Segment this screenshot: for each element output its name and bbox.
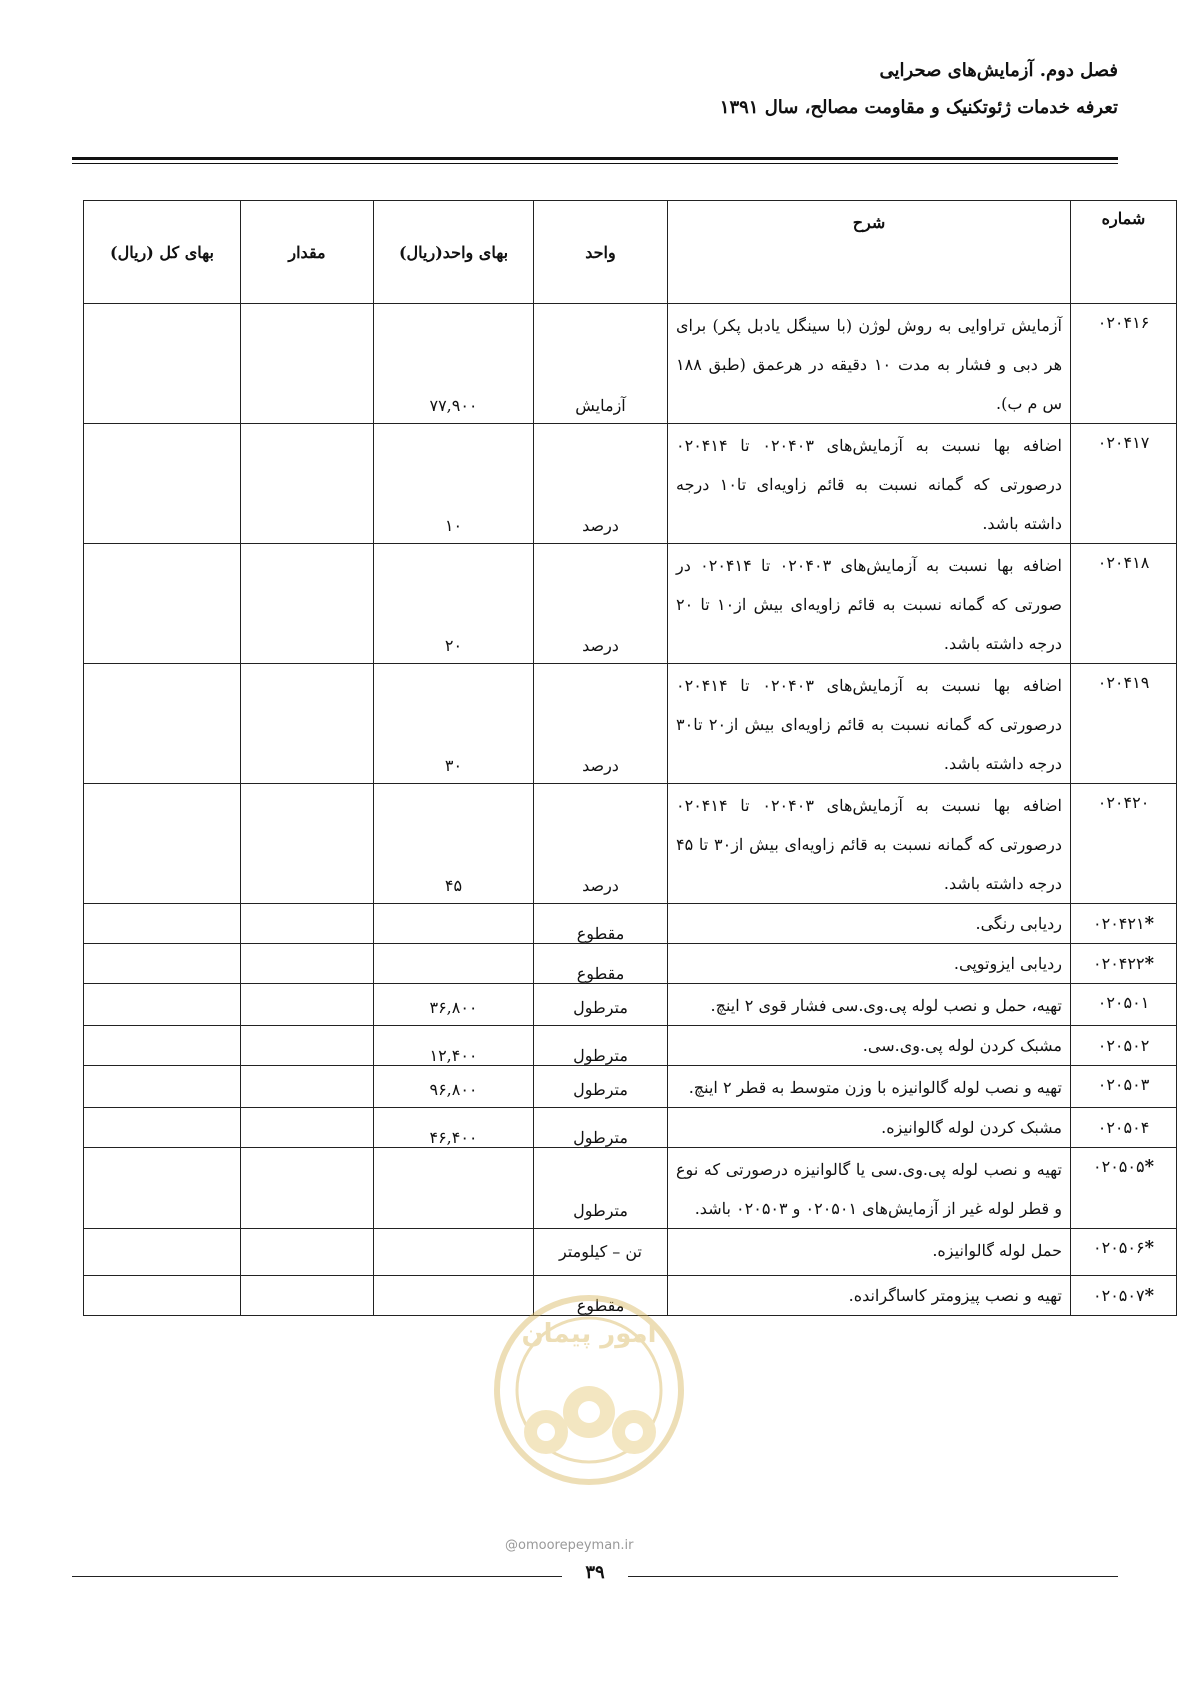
item-description-cell: ردیابی ایزوتوپی. (668, 944, 1071, 984)
item-total-cell (84, 1229, 241, 1276)
item-code-cell: ۰۲۰۵۰۴ (1071, 1108, 1177, 1148)
item-quantity-cell (241, 904, 374, 944)
table-row (84, 304, 1177, 424)
page-header (72, 60, 1118, 118)
table-row (84, 1108, 1177, 1148)
item-quantity-cell (241, 984, 374, 1026)
item-quantity-cell (241, 1066, 374, 1108)
item-total-cell (84, 664, 241, 784)
watermark-logo-text: امور پیمان (521, 1319, 657, 1349)
item-quantity-cell (241, 544, 374, 664)
item-description-cell: حمل لوله گالوانیزه. (668, 1229, 1071, 1276)
item-unit-cell: مقطوع (534, 944, 668, 984)
item-quantity-cell (241, 1229, 374, 1276)
item-unit-cell: مترطول (534, 1148, 668, 1229)
item-quantity-cell (241, 424, 374, 544)
item-unit-cell: مقطوع (534, 904, 668, 944)
item-code-cell: ۰۲۰۵۰۳ (1071, 1066, 1177, 1108)
item-code-cell: ۰۲۰۵۰۲ (1071, 1026, 1177, 1066)
table-row (84, 1229, 1177, 1276)
item-unit-cell: تن – کیلومتر (534, 1229, 668, 1276)
item-description-cell: ردیابی رنگی. (668, 904, 1071, 944)
item-unit-price-cell: ۳۰ (374, 664, 534, 784)
item-quantity-cell (241, 944, 374, 984)
item-total-cell (84, 1276, 241, 1316)
price-table (83, 200, 1177, 1316)
item-total-cell (84, 544, 241, 664)
item-quantity-cell (241, 1148, 374, 1229)
item-code-cell: ۰۲۰۴۲۰ (1071, 784, 1177, 904)
item-code-cell: ۰۲۰۴۱۷ (1071, 424, 1177, 544)
item-unit-cell: مترطول (534, 1108, 668, 1148)
item-total-cell (84, 1026, 241, 1066)
book-title: تعرفه خدمات ژئوتکنیک و مقاومت مصالح، سال ۱۳۹۱ (719, 97, 1118, 118)
item-quantity-cell (241, 1108, 374, 1148)
item-unit-cell: درصد (534, 784, 668, 904)
item-unit-price-cell: ۹۶,۸۰۰ (374, 1066, 534, 1108)
item-description-cell: مشبک کردن لوله پی.وی.سی. (668, 1026, 1071, 1066)
header-rule-thin (72, 163, 1118, 164)
table-row (84, 1276, 1177, 1316)
item-total-cell (84, 304, 241, 424)
item-quantity-cell (241, 1026, 374, 1066)
item-unit-price-cell (374, 944, 534, 984)
item-unit-cell: درصد (534, 664, 668, 784)
table-row (84, 984, 1177, 1026)
item-unit-cell: مترطول (534, 1066, 668, 1108)
header-rule-thick (72, 157, 1118, 160)
column-header-quantity: مقدار (241, 201, 374, 304)
item-unit-price-cell: ۷۷,۹۰۰ (374, 304, 534, 424)
item-code-cell: *۰۲۰۴۲۲ (1071, 944, 1177, 984)
item-description-cell: اضافه بها نسبت به آزمایش‌های ۰۲۰۴۰۳ تا ۰۲۰۴۱۴ در صورتی که گمانه نسبت به قائم زاویه‌ای بیش از۱۰ تا ۲۰ درجه داشته باشد. (668, 544, 1071, 664)
item-description-cell: تهیه و نصب لوله پی.وی.سی یا گالوانیزه درصورتی که نوع و قطر لوله غیر از آزمایش‌های ۰۲۰۵۰۱ و ۰۲۰۵۰۳ باشد. (668, 1148, 1071, 1229)
item-code-cell: *۰۲۰۴۲۱ (1071, 904, 1177, 944)
table-row (84, 1066, 1177, 1108)
item-total-cell (84, 984, 241, 1026)
column-header-description: شرح (668, 201, 1071, 304)
table-row (84, 424, 1177, 544)
item-unit-price-cell: ۳۶,۸۰۰ (374, 984, 534, 1026)
item-quantity-cell (241, 304, 374, 424)
item-description-cell: مشبک کردن لوله گالوانیزه. (668, 1108, 1071, 1148)
item-unit-price-cell: ۱۲,۴۰۰ (374, 1026, 534, 1066)
item-code-cell: *۰۲۰۵۰۵ (1071, 1148, 1177, 1229)
footer-rule-right (628, 1576, 1118, 1577)
item-unit-price-cell: ۴۵ (374, 784, 534, 904)
footer-rule-left (72, 1576, 562, 1577)
item-code-cell: ۰۲۰۴۱۸ (1071, 544, 1177, 664)
item-unit-price-cell (374, 1148, 534, 1229)
table-row (84, 1026, 1177, 1066)
item-unit-cell: مترطول (534, 984, 668, 1026)
table-row (84, 904, 1177, 944)
item-unit-cell: درصد (534, 544, 668, 664)
page-number: ۳۹ (585, 1562, 605, 1583)
item-code-cell: ۰۲۰۴۱۹ (1071, 664, 1177, 784)
item-total-cell (84, 1108, 241, 1148)
column-header-unit: واحد (534, 201, 668, 304)
item-unit-price-cell (374, 1276, 534, 1316)
item-unit-price-cell (374, 904, 534, 944)
watermark-site: @omoorepeyman.ir (505, 1538, 634, 1553)
item-unit-price-cell: ۴۶,۴۰۰ (374, 1108, 534, 1148)
item-description-cell: اضافه بها نسبت به آزمایش‌های ۰۲۰۴۰۳ تا ۰۲۰۴۱۴ درصورتی که گمانه نسبت به قائم زاویه‌ای بیش از۳۰ تا ۴۵ درجه داشته باشد. (668, 784, 1071, 904)
item-unit-price-cell (374, 1229, 534, 1276)
table-row (84, 664, 1177, 784)
item-unit-price-cell: ۱۰ (374, 424, 534, 544)
table-row (84, 1148, 1177, 1229)
item-total-cell (84, 784, 241, 904)
item-quantity-cell (241, 1276, 374, 1316)
item-quantity-cell (241, 784, 374, 904)
table-row (84, 944, 1177, 984)
item-total-cell (84, 424, 241, 544)
item-total-cell (84, 904, 241, 944)
item-description-cell: تهیه، حمل و نصب لوله پی.وی.سی فشار قوی ۲ اینچ. (668, 984, 1071, 1026)
item-code-cell: *۰۲۰۵۰۶ (1071, 1229, 1177, 1276)
item-unit-cell: مقطوع (534, 1276, 668, 1316)
item-description-cell: اضافه بها نسبت به آزمایش‌های ۰۲۰۴۰۳ تا ۰۲۰۴۱۴ درصورتی که گمانه نسبت به قائم زاویه‌ای بیش از۲۰ تا۳۰ درجه داشته باشد. (668, 664, 1071, 784)
item-unit-cell: مترطول (534, 1026, 668, 1066)
chapter-title: فصل دوم. آزمایش‌های صحرایی (879, 60, 1118, 81)
item-description-cell: آزمایش تراوایی به روش لوژن (با سینگل یادبل پکر) برای هر دبی و فشار به مدت ۱۰ دقیقه در هرعمق (طبق ۱۸۸ س م ب). (668, 304, 1071, 424)
item-total-cell (84, 1066, 241, 1108)
item-code-cell: *۰۲۰۵۰۷ (1071, 1276, 1177, 1316)
item-code-cell: ۰۲۰۵۰۱ (1071, 984, 1177, 1026)
item-total-cell (84, 1148, 241, 1229)
table-header-row (84, 201, 1177, 304)
item-unit-cell: درصد (534, 424, 668, 544)
column-header-total: بهای کل (ریال) (84, 201, 241, 304)
column-header-code: شماره (1071, 201, 1177, 304)
column-header-unit-price: بهای واحد(ریال) (374, 201, 534, 304)
item-total-cell (84, 944, 241, 984)
table-row (84, 544, 1177, 664)
item-description-cell: تهیه و نصب پیزومتر کاساگرانده. (668, 1276, 1071, 1316)
table-row (84, 784, 1177, 904)
item-code-cell: ۰۲۰۴۱۶ (1071, 304, 1177, 424)
item-quantity-cell (241, 664, 374, 784)
item-unit-cell: آزمایش (534, 304, 668, 424)
item-unit-price-cell: ۲۰ (374, 544, 534, 664)
item-description-cell: اضافه بها نسبت به آزمایش‌های ۰۲۰۴۰۳ تا ۰۲۰۴۱۴ درصورتی که گمانه نسبت به قائم زاویه‌ای تا۱۰ درجه داشته باشد. (668, 424, 1071, 544)
item-description-cell: تهیه و نصب لوله گالوانیزه با وزن متوسط به قطر ۲ اینچ. (668, 1066, 1071, 1108)
